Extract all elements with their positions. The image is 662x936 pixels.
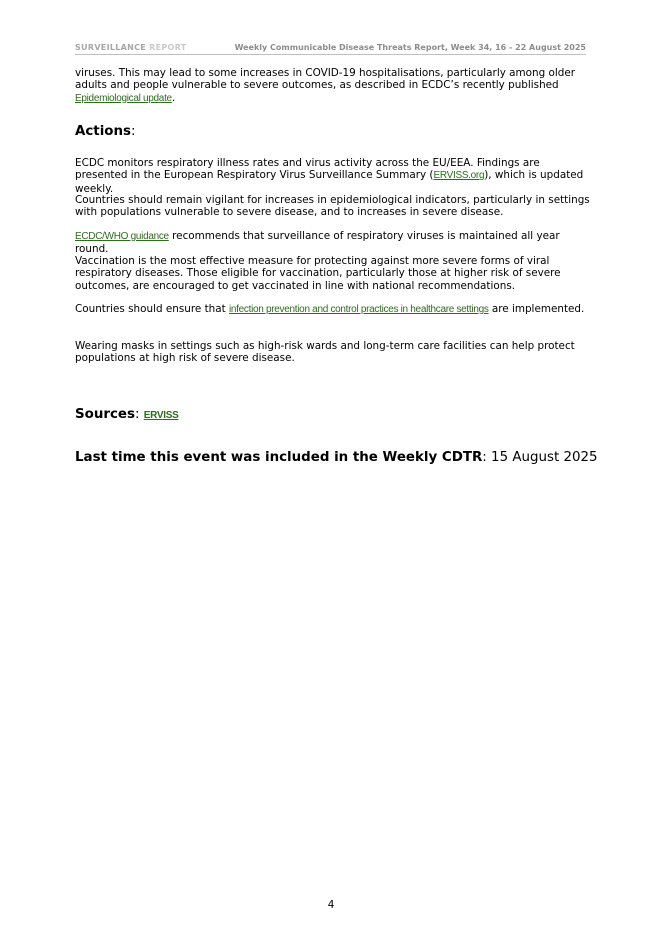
sources-heading — [75, 407, 178, 424]
last-time-heading-label: Last time this event was included in the Weekly CDTR — [75, 450, 483, 465]
epidemiological-update-link[interactable]: Epidemiological update — [75, 92, 172, 104]
actions-p3-text: recommends that surveillance of respiratory viruses is maintained all year round. — [75, 230, 560, 256]
intro-text-end: . — [171, 91, 176, 104]
report-label-bold: SURVEILLANCE — [75, 43, 147, 52]
report-label — [75, 42, 187, 53]
erviss-source-link[interactable]: ERVISS — [143, 410, 179, 421]
actions-p5-text: Countries should ensure that — [75, 303, 229, 315]
intro-paragraph — [75, 67, 590, 105]
erviss-org-link[interactable]: ERVISS.org — [433, 170, 485, 182]
last-time-heading — [75, 450, 598, 466]
actions-paragraph-2: Countries should remain vigilant for increases in epidemiological indicators, particularly in settings with populations vulnerable to severe disease, and to increases in severe disease. — [75, 194, 590, 219]
running-header — [75, 42, 586, 55]
report-title: Weekly Communicable Disease Threats Report, Week 34, 16 - 22 August 2025 — [234, 43, 586, 52]
report-label-light: REPORT — [149, 43, 187, 52]
actions-paragraph-6: Wearing masks in settings such as high-risk wards and long-term care facilities can help protect populations at high risk of severe disease. — [75, 340, 575, 365]
page-number: 4 — [327, 899, 335, 911]
actions-paragraph-3 — [75, 230, 590, 256]
last-time-date: 15 August 2025 — [491, 450, 598, 465]
actions-paragraph-4: Vaccination is the most effective measure for protecting against more severe forms of viral respiratory diseases. Those eligible for vaccination, particularly those at higher risk of severe outcomes, are encouraged to get vaccinated in line with national recommendations. — [75, 255, 561, 292]
ecdc-who-guidance-link[interactable]: ECDC/WHO guidance — [75, 231, 169, 242]
last-time-colon: : — [482, 450, 492, 465]
actions-heading-label: Actions — [75, 124, 131, 139]
actions-heading — [75, 124, 136, 140]
actions-paragraph-1 — [75, 157, 590, 195]
actions-p1-text-end: ), which is updated weekly. — [75, 169, 584, 195]
sources-heading-label: Sources — [75, 407, 135, 422]
intro-text: viruses. This may lead to some increases in COVID-19 hospitalisations, particularly among older adults and people vulnerable to severe outcomes, as described in ECDC’s recently published — [75, 67, 575, 92]
actions-p5-text-end: are implemented. — [488, 303, 585, 315]
actions-p1-text: ECDC monitors respiratory illness rates and virus activity across the EU/EEA. Findings are presented in the European Respiratory Virus Surveillance Summary ( — [75, 157, 540, 182]
ipc-practices-link[interactable]: infection prevention and control practices in healthcare settings — [228, 304, 489, 315]
actions-heading-colon: : — [131, 124, 136, 139]
sources-heading-colon: : — [134, 407, 144, 422]
actions-paragraph-5 — [75, 303, 590, 316]
